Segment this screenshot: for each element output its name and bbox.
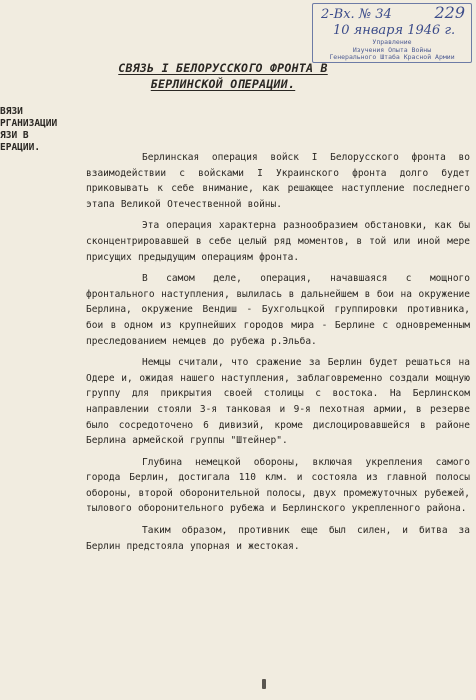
document-body bbox=[86, 150, 470, 560]
stamp-date: 10 января 1946 г. bbox=[333, 23, 456, 38]
page-mark bbox=[262, 679, 266, 689]
paragraph-3: В самом деле, операция, начавшаяся с мощного фронтального наступления, вылилась в дальнейшем в бои на окружение Берлина, окружение Вендиш - Бухгольцкой группировки противника, бои в одном из крупнейших городов мира - Берлине с одновременным преследованием немцев до рубежа р.Эльба. bbox=[86, 273, 470, 347]
registration-stamp bbox=[312, 3, 472, 63]
paragraph-5: Глубина немецкой обороны, включая укрепления самого города Берлин, достигала 110 клм. и состояла из главной полосы обороны, второй оборонительной полосы, двух промежуточных рубежей, тылового оборонительного рубежа и Берлинского укрепленного района. bbox=[86, 456, 470, 515]
paragraph-1: Берлинская операция войск I Белорусского фронта во взаимодействии с войсками I Украинского фронта долго будет приковывать к себе внимание, как решающее наступление последнего этапа Великой Отечественной войны. bbox=[86, 152, 470, 210]
margin-note: ВЯЗИ РГАНИЗАЦИИ ЯЗИ В ЕРАЦИИ. bbox=[0, 106, 58, 153]
document-title: СВЯЗЬ I БЕЛОРУССКОГО ФРОНТА В БЕРЛИНСКОЙ ОПЕРАЦИИ. bbox=[118, 61, 328, 91]
paragraph-4: Немцы считали, что сражение за Берлин будет решаться на Одере и, ожидая нашего наступления, заблаговременно создали мощную группу для прикрытия своей столицы с востока. На Берлинском направлении стояли 3-я танковая и 9-я пехотная армии, в резерве было сосредоточено 6 дивизий, кроме дислоцировавшейся в районе Берлина армейской группы "Штейнер". bbox=[86, 357, 470, 447]
paragraph-2: Эта операция характерна разнообразием обстановки, как бы сконцентрировавшей в себе целый ряд моментов, в той или иной мере присущих предыдущим операциям фронта. bbox=[86, 220, 470, 263]
paragraph-6: Таким образом, противник еще был силен, и битва за Берлин предстояла упорная и жестокая. bbox=[86, 525, 470, 552]
stamp-page-number: 229 bbox=[434, 3, 465, 22]
stamp-number: 2-Вх. № 34 bbox=[321, 7, 392, 22]
stamp-organization: Управление Изучения Опыта Войны Генерального Штаба Красной Армии bbox=[329, 38, 455, 61]
